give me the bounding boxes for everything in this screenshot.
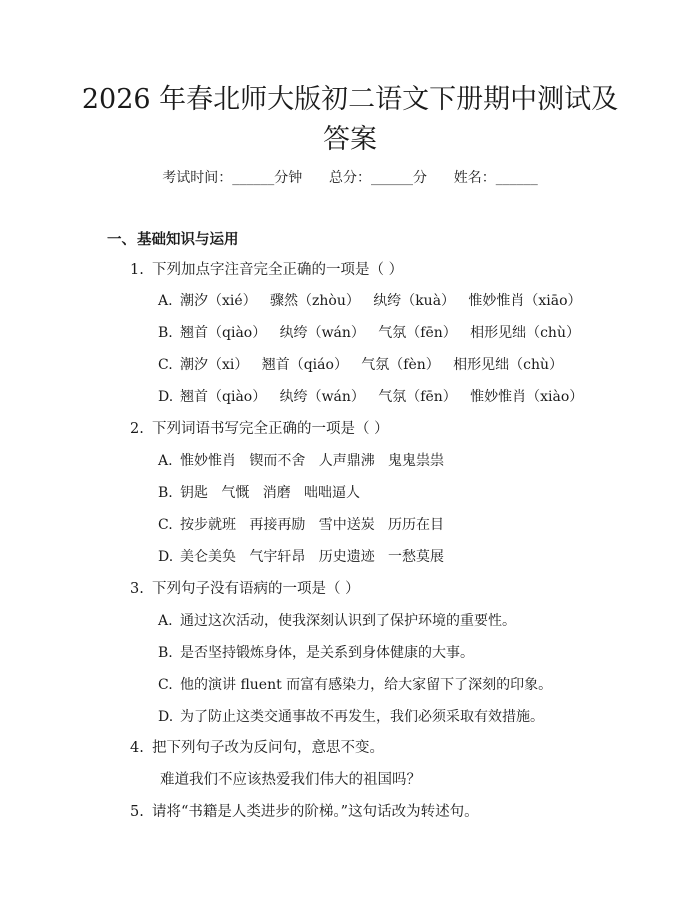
question-stem: 把下列句子改为反问句，意思不变。 bbox=[152, 740, 384, 756]
option-text: 他的演讲 fluent 而富有感染力，给大家留下了深刻的印象。 bbox=[180, 677, 553, 693]
q1-option-c bbox=[158, 355, 563, 375]
option-text: 翘首（qiào） 纨绔（wán） 气氛（fēn） 相形见绌（chù） bbox=[180, 325, 580, 341]
question-5 bbox=[130, 802, 479, 822]
q2-option-c bbox=[158, 515, 444, 535]
option-label: D. bbox=[158, 389, 174, 405]
option-text: 按步就班 再接再励 雪中送炭 历历在目 bbox=[180, 517, 445, 533]
q4-sentence: 难道我们不应该热爱我们伟大的祖国吗？ bbox=[160, 772, 421, 788]
question-number: 1. bbox=[130, 262, 144, 278]
option-label: B. bbox=[158, 645, 173, 661]
option-text: 翘首（qiào） 纨绔（wán） 气氛（fēn） 惟妙惟肖（xiào） bbox=[180, 389, 584, 405]
question-1 bbox=[130, 260, 403, 280]
question-number: 5. bbox=[130, 804, 144, 820]
q3-option-d bbox=[158, 707, 544, 727]
exam-meta-line: 考试时间：______分钟 总分：______分 姓名：______ bbox=[162, 170, 538, 186]
option-label: D. bbox=[158, 709, 174, 725]
q3-option-a bbox=[158, 611, 516, 631]
q1-option-b bbox=[158, 323, 580, 343]
option-label: A. bbox=[158, 453, 173, 469]
question-number: 4. bbox=[130, 740, 144, 756]
q1-option-a bbox=[158, 291, 582, 311]
section-number: 一、 bbox=[107, 231, 136, 248]
q3-option-b bbox=[158, 643, 474, 663]
option-text: 惟妙惟肖 锲而不舍 人声鼎沸 鬼鬼祟祟 bbox=[180, 453, 445, 469]
q1-option-d bbox=[158, 387, 583, 407]
section-title: 基础知识与运用 bbox=[137, 231, 239, 248]
question-number: 3. bbox=[130, 581, 144, 597]
option-label: C. bbox=[158, 677, 173, 693]
q2-option-a bbox=[158, 451, 444, 471]
option-text: 美仑美奂 气宇轩昂 历史遗迹 一愁莫展 bbox=[180, 549, 445, 565]
option-text: 为了防止这类交通事故不再发生，我们必须采取有效措施。 bbox=[180, 709, 544, 725]
option-text: 钥匙 气慨 消磨 咄咄逼人 bbox=[180, 485, 361, 501]
option-label: D. bbox=[158, 549, 174, 565]
option-label: B. bbox=[158, 325, 173, 341]
section-heading bbox=[107, 230, 239, 250]
question-stem: 下列词语书写完全正确的一项是（ ） bbox=[152, 421, 389, 437]
q2-option-b bbox=[158, 483, 360, 503]
title-line-1: 2026 年春北师大版初二语文下册期中测试及 bbox=[81, 84, 619, 115]
question-3 bbox=[130, 579, 360, 599]
option-label: A. bbox=[158, 293, 173, 309]
option-text: 潮汐（xi） 翘首（qiáo） 气氛（fèn） 相形见绌（chù） bbox=[180, 357, 563, 373]
question-stem: 下列加点字注音完全正确的一项是（ ） bbox=[152, 262, 404, 278]
question-2 bbox=[130, 419, 389, 439]
option-text: 潮汐（xié） 骤然（zhòu） 纨绔（kuà） 惟妙惟肖（xiāo） bbox=[180, 293, 582, 309]
option-label: B. bbox=[158, 485, 173, 501]
option-text: 是否坚持锻炼身体，是关系到身体健康的大事。 bbox=[180, 645, 474, 661]
option-label: A. bbox=[158, 613, 173, 629]
title-line-2: 答案 bbox=[323, 124, 377, 155]
option-label: C. bbox=[158, 517, 173, 533]
question-stem: 下列句子没有语病的一项是（ ） bbox=[152, 581, 360, 597]
option-text: 通过这次活动，使我深刻认识到了保护环境的重要性。 bbox=[180, 613, 516, 629]
question-number: 2. bbox=[130, 421, 144, 437]
option-label: C. bbox=[158, 357, 173, 373]
question-stem: 请将“书籍是人类进步的阶梯。”这句话改为转述句。 bbox=[152, 804, 479, 820]
document-title bbox=[60, 80, 640, 160]
question-4 bbox=[130, 738, 384, 758]
q3-option-c bbox=[158, 675, 552, 695]
q2-option-d bbox=[158, 547, 444, 567]
